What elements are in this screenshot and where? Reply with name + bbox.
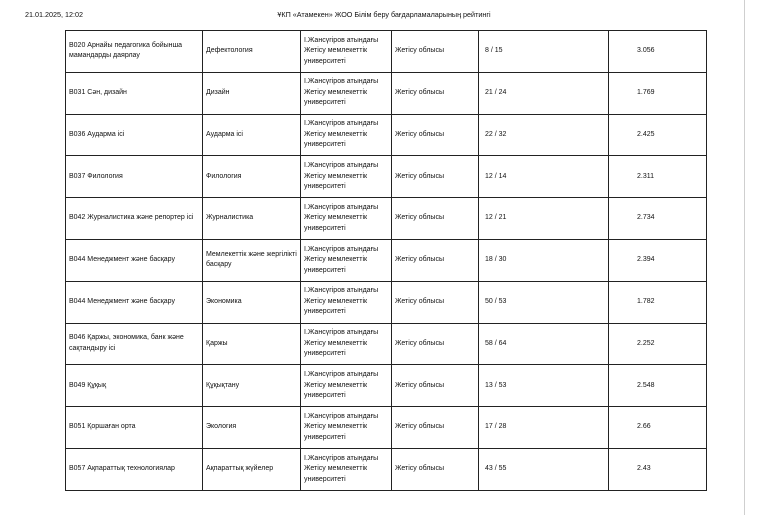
table-row xyxy=(66,72,707,114)
table-row xyxy=(66,198,707,240)
specialty-cell: Филология xyxy=(203,156,301,198)
score-cell: 2.311 xyxy=(609,156,707,198)
university-cell: І.Жансүгіров атындағы Жетісу мемлекеттік университеті xyxy=(301,31,392,73)
university-cell: І.Жансүгіров атындағы Жетісу мемлекеттік университеті xyxy=(301,323,392,365)
rank-cell: 58 / 64 xyxy=(479,323,609,365)
program-cell: B031 Сән, дизайн xyxy=(66,72,203,114)
program-cell: B044 Менеджмент және басқару xyxy=(66,239,203,281)
rank-cell: 43 / 55 xyxy=(479,448,609,490)
program-cell: B051 Қоршаған орта xyxy=(66,407,203,449)
region-cell: Жетісу облысы xyxy=(392,365,479,407)
score-cell: 1.769 xyxy=(609,72,707,114)
table-row xyxy=(66,281,707,323)
region-cell: Жетісу облысы xyxy=(392,239,479,281)
specialty-cell: Экология xyxy=(203,407,301,449)
program-cell: B020 Арнайы педагогика бойынша мамандарды даярлау xyxy=(66,31,203,73)
specialty-cell: Журналистика xyxy=(203,198,301,240)
university-cell: І.Жансүгіров атындағы Жетісу мемлекеттік университеті xyxy=(301,365,392,407)
university-cell: І.Жансүгіров атындағы Жетісу мемлекеттік университеті xyxy=(301,407,392,449)
print-date: 21.01.2025, 12:02 xyxy=(25,10,83,19)
program-cell: B036 Аударма ісі xyxy=(66,114,203,156)
region-cell: Жетісу облысы xyxy=(392,281,479,323)
rank-cell: 8 / 15 xyxy=(479,31,609,73)
rank-cell: 18 / 30 xyxy=(479,239,609,281)
region-cell: Жетісу облысы xyxy=(392,114,479,156)
table-row xyxy=(66,239,707,281)
table-row xyxy=(66,31,707,73)
region-cell: Жетісу облысы xyxy=(392,198,479,240)
table-row xyxy=(66,114,707,156)
university-cell: І.Жансүгіров атындағы Жетісу мемлекеттік университеті xyxy=(301,198,392,240)
university-cell: І.Жансүгіров атындағы Жетісу мемлекеттік университеті xyxy=(301,239,392,281)
score-cell: 2.43 xyxy=(609,448,707,490)
score-cell: 2.734 xyxy=(609,198,707,240)
specialty-cell: Ақпараттық жүйелер xyxy=(203,448,301,490)
program-cell: B046 Қаржы, экономика, банк және сақтандыру ісі xyxy=(66,323,203,365)
score-cell: 2.252 xyxy=(609,323,707,365)
region-cell: Жетісу облысы xyxy=(392,323,479,365)
page-edge-divider xyxy=(744,0,745,515)
table-row xyxy=(66,407,707,449)
score-cell: 2.66 xyxy=(609,407,707,449)
university-cell: І.Жансүгіров атындағы Жетісу мемлекеттік университеті xyxy=(301,72,392,114)
rank-cell: 12 / 14 xyxy=(479,156,609,198)
university-cell: І.Жансүгіров атындағы Жетісу мемлекеттік университеті xyxy=(301,281,392,323)
rank-cell: 12 / 21 xyxy=(479,198,609,240)
rank-cell: 50 / 53 xyxy=(479,281,609,323)
specialty-cell: Құқықтану xyxy=(203,365,301,407)
score-cell: 2.394 xyxy=(609,239,707,281)
table-row xyxy=(66,156,707,198)
rank-cell: 13 / 53 xyxy=(479,365,609,407)
page-title: ҰКП «Атамекен» ЖОО Білім беру бағдарламаларының рейтингі xyxy=(277,10,491,19)
rating-table xyxy=(65,30,707,491)
rank-cell: 17 / 28 xyxy=(479,407,609,449)
program-cell: B057 Ақпараттық технологиялар xyxy=(66,448,203,490)
score-cell: 2.425 xyxy=(609,114,707,156)
rating-table-body xyxy=(66,31,707,491)
program-cell: B044 Менеджмент және басқару xyxy=(66,281,203,323)
program-cell: B049 Құқық xyxy=(66,365,203,407)
table-row xyxy=(66,365,707,407)
specialty-cell: Қаржы xyxy=(203,323,301,365)
university-cell: І.Жансүгіров атындағы Жетісу мемлекеттік университеті xyxy=(301,114,392,156)
university-cell: І.Жансүгіров атындағы Жетісу мемлекеттік университеті xyxy=(301,448,392,490)
program-cell: B042 Журналистика және репортер ісі xyxy=(66,198,203,240)
table-row xyxy=(66,323,707,365)
region-cell: Жетісу облысы xyxy=(392,72,479,114)
score-cell: 2.548 xyxy=(609,365,707,407)
specialty-cell: Мемлекеттік және жергілікті басқару xyxy=(203,239,301,281)
region-cell: Жетісу облысы xyxy=(392,156,479,198)
specialty-cell: Экономика xyxy=(203,281,301,323)
region-cell: Жетісу облысы xyxy=(392,407,479,449)
specialty-cell: Аударма ісі xyxy=(203,114,301,156)
table-row xyxy=(66,448,707,490)
university-cell: І.Жансүгіров атындағы Жетісу мемлекеттік университеті xyxy=(301,156,392,198)
program-cell: B037 Филология xyxy=(66,156,203,198)
score-cell: 1.782 xyxy=(609,281,707,323)
region-cell: Жетісу облысы xyxy=(392,31,479,73)
specialty-cell: Дизайн xyxy=(203,72,301,114)
region-cell: Жетісу облысы xyxy=(392,448,479,490)
score-cell: 3.056 xyxy=(609,31,707,73)
rank-cell: 21 / 24 xyxy=(479,72,609,114)
specialty-cell: Дефектология xyxy=(203,31,301,73)
rank-cell: 22 / 32 xyxy=(479,114,609,156)
